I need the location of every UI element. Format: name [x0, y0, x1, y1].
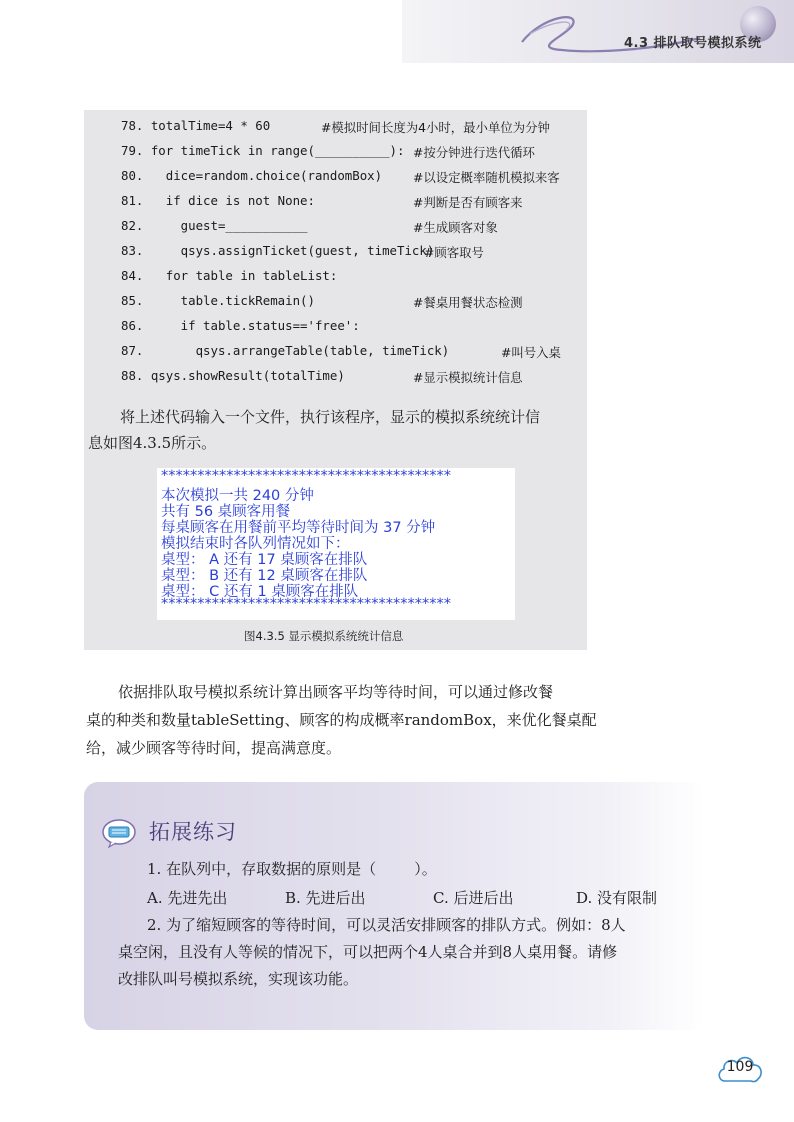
code-comment-87: #叫号入桌: [501, 345, 561, 360]
question-2-line-1: 2. 为了缩短顾客的等待时间，可以灵活安排顾客的排队方式。例如：8人: [147, 916, 626, 934]
code-line-84: 84. for table in tableList:: [121, 268, 338, 283]
code-line-87: 87. qsys.arrangeTable(table, timeTick): [121, 343, 450, 358]
output-line-2: 共有 56 桌顾客用餐: [161, 504, 291, 520]
option-a: A. 先进先出: [147, 889, 228, 907]
code-line-83: 83. qsys.assignTicket(guest, timeTick): [121, 243, 435, 258]
question-2-line-3: 改排队叫号模拟系统，实现该功能。: [118, 970, 359, 988]
option-c: C. 后进后出: [433, 889, 514, 907]
code-comment-82: #生成顾客对象: [413, 220, 498, 235]
code-line-88: 88. qsys.showResult(totalTime): [121, 368, 345, 383]
code-line-82: 82. guest=___________: [121, 218, 308, 233]
output-line-1: 本次模拟一共 240 分钟: [161, 488, 314, 504]
code-line-86: 86. if table.status=='free':: [121, 318, 360, 333]
option-b: B. 先进后出: [285, 889, 366, 907]
practice-title: 拓展练习: [149, 820, 237, 844]
code-line-80: 80. dice=random.choice(randomBox): [121, 168, 383, 183]
code-comment-81: #判断是否有顾客来: [413, 195, 523, 210]
intro-text-line-1: 将上述代码输入一个文件，执行该程序，显示的模拟系统统计信: [120, 408, 541, 426]
output-border-top: ****************************************: [161, 468, 451, 484]
body-text-line-1: 依据排队取号模拟系统计算出顾客平均等待时间，可以通过修改餐: [118, 683, 554, 701]
keyboard-bubble-icon: [101, 818, 137, 848]
page-header: [402, 0, 794, 63]
option-d: D. 没有限制: [576, 889, 658, 907]
section-title: 4.3 排队取号模拟系统: [624, 36, 762, 51]
output-line-5: 桌型： A 还有 17 桌顾客在排队: [161, 552, 368, 568]
output-line-6: 桌型： B 还有 12 桌顾客在排队: [161, 568, 368, 584]
code-line-79: 79. for timeTick in range(__________):: [121, 143, 405, 158]
output-border-bottom: ****************************************: [161, 596, 451, 612]
question-2-line-2: 桌空闲，且没有人等候的情况下，可以把两个4人桌合并到8人桌用餐。请修: [118, 943, 618, 961]
page-number: 109: [726, 1059, 754, 1075]
code-line-78: 78. totalTime=4 * 60: [121, 118, 271, 133]
question-1: 1. 在队列中，存取数据的原则是（ ）。: [147, 860, 437, 878]
code-comment-83: #顾客取号: [424, 245, 484, 260]
code-comment-79: #按分钟进行迭代循环: [413, 145, 535, 160]
body-text-line-3: 给，减少顾客等待时间，提高满意度。: [86, 739, 342, 757]
intro-text-line-2: 息如图4.3.5所示。: [88, 434, 217, 452]
code-comment-88: #显示模拟统计信息: [413, 370, 523, 385]
output-line-4: 模拟结束时各队列情况如下：: [161, 536, 350, 552]
program-output-screenshot: [157, 468, 515, 620]
figure-caption: 图4.3.5 显示模拟系统统计信息: [244, 629, 404, 643]
code-comment-78: #模拟时间长度为4小时，最小单位为分钟: [321, 120, 550, 135]
output-line-3: 每桌顾客在用餐前平均等待时间为 37 分钟: [161, 520, 436, 536]
code-comment-85: #餐桌用餐状态检测: [413, 295, 523, 310]
code-line-85: 85. table.tickRemain(): [121, 293, 315, 308]
code-comment-80: #以设定概率随机模拟来客: [413, 170, 560, 185]
body-text-line-2: 桌的种类和数量tableSetting、顾客的构成概率randomBox，来优化餐桌配: [86, 711, 597, 729]
output-line-7: 桌型： C 还有 1 桌顾客在排队: [161, 584, 359, 600]
code-line-81: 81. if dice is not None:: [121, 193, 315, 208]
